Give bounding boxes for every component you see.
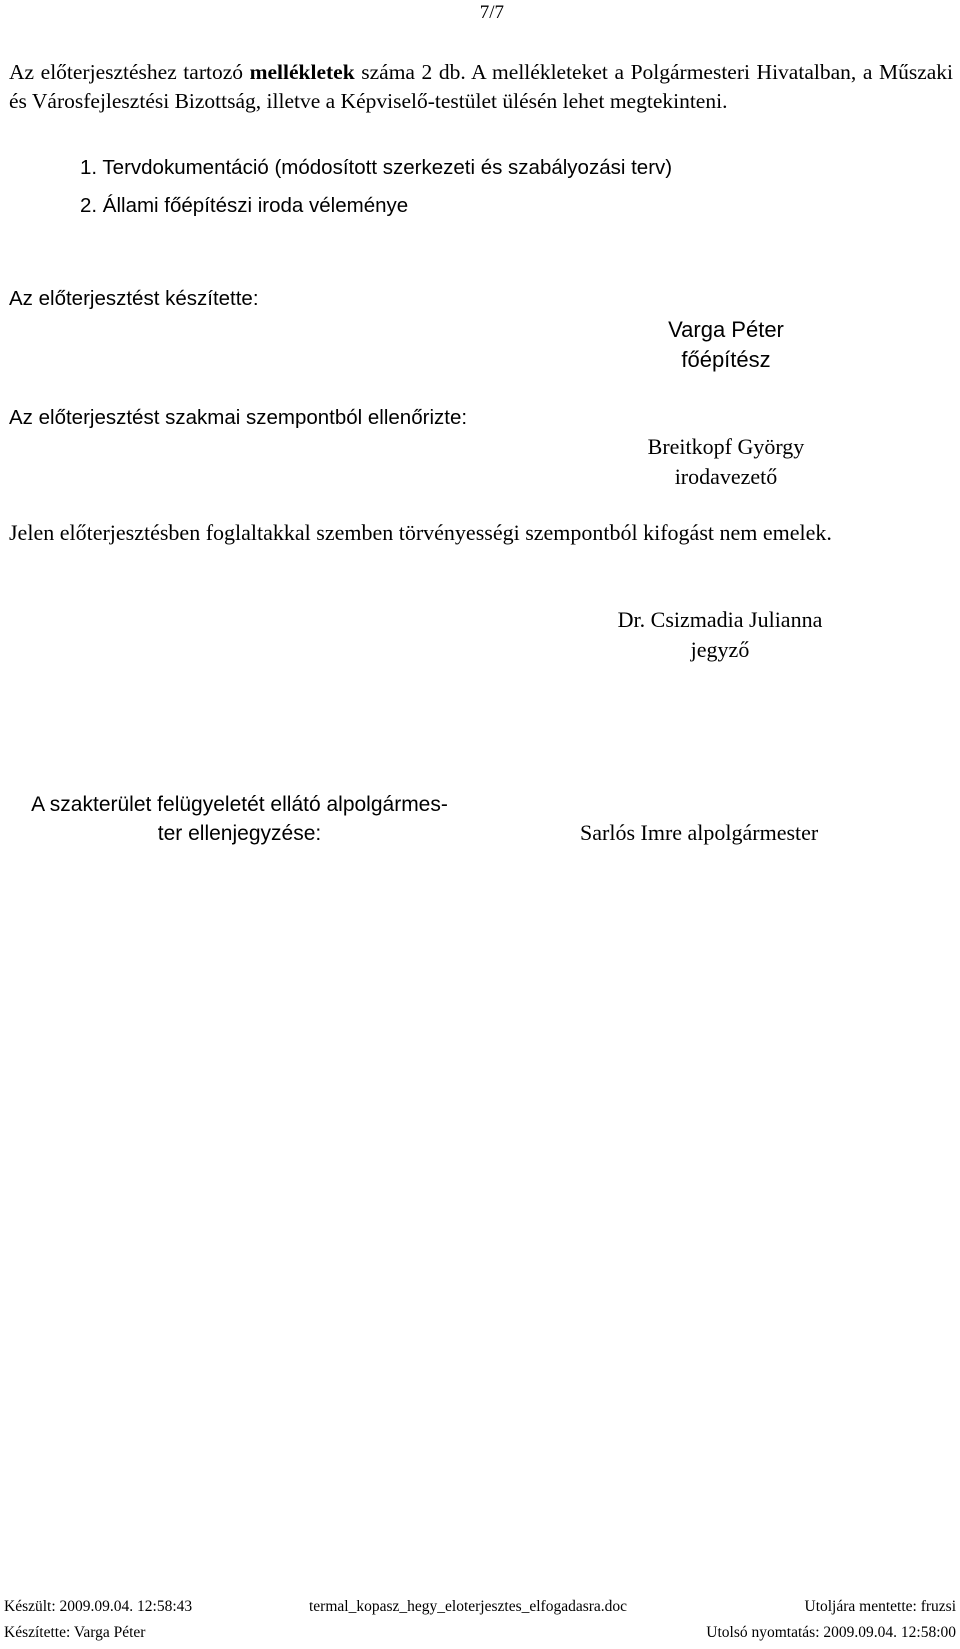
prepared-by-signature: [596, 315, 856, 375]
checked-by-name: Breitkopf György: [647, 434, 805, 459]
footer-last-saved-by: Utoljára mentette: fruzsi: [804, 1598, 956, 1615]
countersign-name: Sarlós Imre alpolgármester: [580, 820, 819, 845]
prepared-by-title: főépítész: [681, 347, 771, 372]
footer-filename: termal_kopasz_hegy_eloterjesztes_elfogadasra.doc: [309, 1598, 628, 1615]
intro-text-part1: Az előterjesztéshez tartozó: [9, 60, 250, 84]
legal-statement: Jelen előterjesztésben foglaltakkal szemben törvényességi szempontból kifogást nem emelek.: [9, 520, 832, 545]
attachment-item-1: 1. Tervdokumentáció (módosított szerkezeti és szabályozási terv): [80, 156, 673, 179]
checked-by-label: Az előterjesztést szakmai szempontból ellenőrizte:: [9, 406, 468, 429]
countersign-label: [2, 790, 477, 848]
intro-text-part2: száma 2 db. A mellékleteket a Polgármesteri Hivatalban, a Műszaki és Városfejlesztési Bizottság, illetve a Képviselő-testület ülésén lehet megtekinteni.: [9, 60, 953, 113]
countersign-label-line2: ter ellenjegyzése:: [157, 822, 322, 845]
page-number: 7/7: [479, 2, 504, 23]
attachment-item-2: 2. Állami főépítészi iroda véleménye: [80, 194, 409, 217]
checked-by-signature: [596, 432, 856, 492]
intro-bold-attachments: mellékletek: [249, 60, 355, 84]
footer-created: Készült: 2009.09.04. 12:58:43: [4, 1598, 193, 1615]
notary-signature: [590, 605, 850, 665]
checked-by-title: irodavezető: [674, 464, 778, 489]
attachments-intro-paragraph: [9, 58, 953, 116]
notary-title: jegyző: [690, 637, 750, 662]
prepared-by-label: Az előterjesztést készítette:: [9, 287, 259, 310]
countersign-label-line1: A szakterület felügyeletét ellátó alpolgármes-: [31, 793, 448, 816]
prepared-by-name: Varga Péter: [668, 317, 784, 342]
footer-author: Készítette: Varga Péter: [4, 1624, 146, 1641]
footer-last-printed: Utolsó nyomtatás: 2009.09.04. 12:58:00: [706, 1624, 956, 1641]
notary-name: Dr. Csizmadia Julianna: [617, 607, 823, 632]
